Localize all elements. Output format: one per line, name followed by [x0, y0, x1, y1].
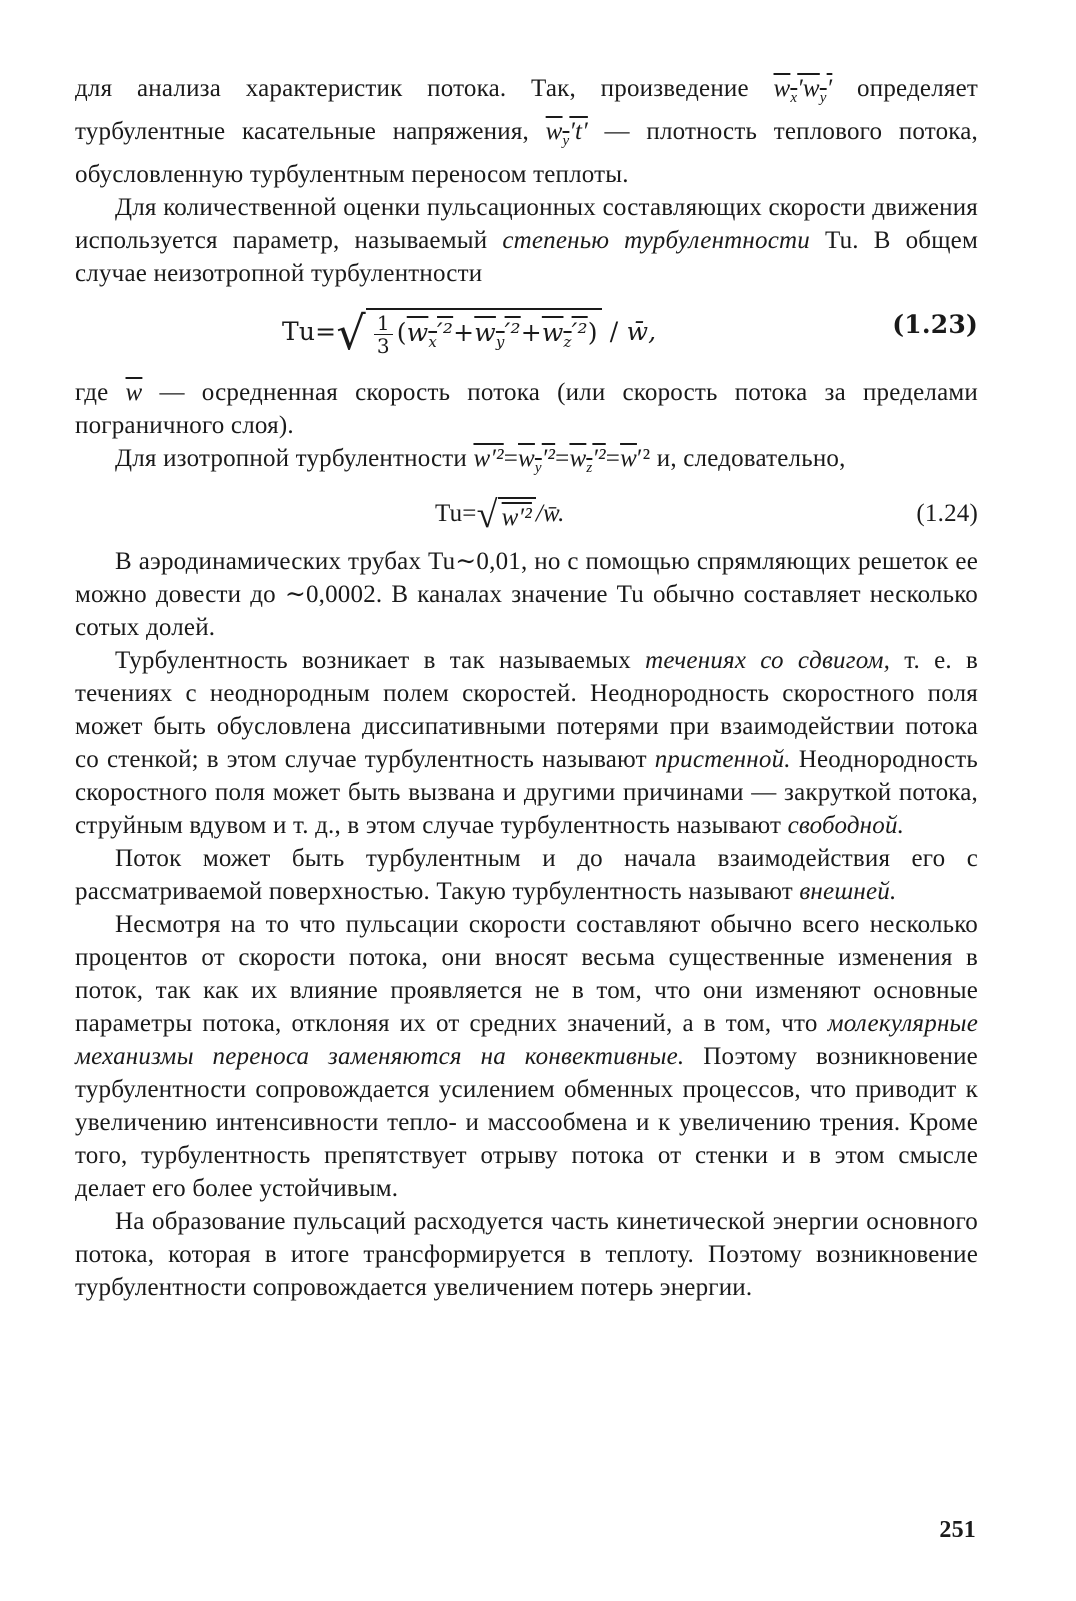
- product-wy-t: $w_y't'$: [545, 118, 588, 149]
- paragraph-8: Несмотря на то что пульсации скорости составляют обычно всего несколько процентов от скорости потока, они вносят весьма существенные изменения в поток, так как их влияние проявляется не в том, что они изменяют основные параметры потока, отклоняя их от средних значений, а в том, что молекулярные механизмы переноса заменяются на конвективные. Поэтому возникновение турбулентности сопровождается усилением обменных процессов, что приводит к увеличению интенсивности тепло- и массообмена и к увеличению трения. Кроме того, турбулентность препятствует отрыву потока от стенки и в этом смысле делает его более устойчивым.: [75, 911, 978, 1202]
- equation-number: (1.24): [916, 500, 978, 527]
- paragraph-4: Для изотропной турбулентности $w'^2=w_y'^2=w_z'^2=\overline{w}'^2$ и, следовательно,: [115, 445, 846, 476]
- paragraph-9: На образование пульсаций расходуется часть кинетической энергии основного потока, которая в итоге трансформируется в теплоту. Поэтому возникновение турбулентности сопровождается увеличением потерь энергии.: [75, 1208, 978, 1301]
- mean-velocity-symbol: $\overline{w}$: [125, 379, 143, 406]
- equation-1-24: Tu=√ w′² /w̄. (1.24): [435, 494, 978, 536]
- page-number: 251: [939, 1517, 976, 1543]
- equation-number: (1.23): [892, 310, 978, 339]
- product-wx-wy: $w_x'w_y'$: [773, 75, 833, 106]
- paragraph-7: Поток может быть турбулентным и до начала взаимодействия его с рассматриваемой поверхностью. Такую турбулентность называют внешней.: [75, 845, 978, 905]
- equation-1-23: Tu=√ $\frac{1}{3}$ $(w_x'^2+w_y'^2+w_z'^2)$ / w̄, (1.23): [282, 306, 978, 360]
- paragraph-6: Турбулентность возникает в так называемых течениях со сдвигом, т. е. в течениях с неоднородным полем скоростей. Неоднородность скоростного поля может быть обусловлена диссипативными потерями при взаимодействии потока со стенкой; в этом случае турбулентность называют пристенной. Неоднородность скоростного поля может быть вызвана и другими причинами — закруткой потока, струйным вдувом и т. д., в этом случае турбулентность называют свободной.: [75, 647, 978, 839]
- sqrt-sign: √: [476, 494, 498, 536]
- paragraph-5: В аэродинамических трубах Tu∼0,01, но с помощью спрямляющих решеток ее можно довести до ∼0,0002. В каналах значение Tu обычно составляет несколько сотых долей.: [75, 548, 978, 641]
- paragraph-1: для анализа характеристик потока. Так, произведение $w_x'w_y'$ определяет турбулентные касательные напряжения, $w_y't'$ — плотность теплового потока, обусловленную турбулентным переносом теплоты.: [75, 75, 978, 188]
- sqrt-sign: √: [336, 306, 366, 360]
- isotropy-relation: $w'^2=w_y'^2=w_z'^2=\overline{w}'^2$: [473, 445, 651, 476]
- paragraph-2: Для количественной оценки пульсационных составляющих скорости движения используется параметр, называемый степенью турбулентности Tu. В общем случае неизотропной турбулентности: [75, 194, 978, 287]
- paragraph-3: где $\overline{w}$ — осредненная скорость потока (или скорость потока за пределами пограничного слоя).: [75, 379, 978, 439]
- fraction-one-third: $\frac{1}{3}$: [374, 312, 393, 357]
